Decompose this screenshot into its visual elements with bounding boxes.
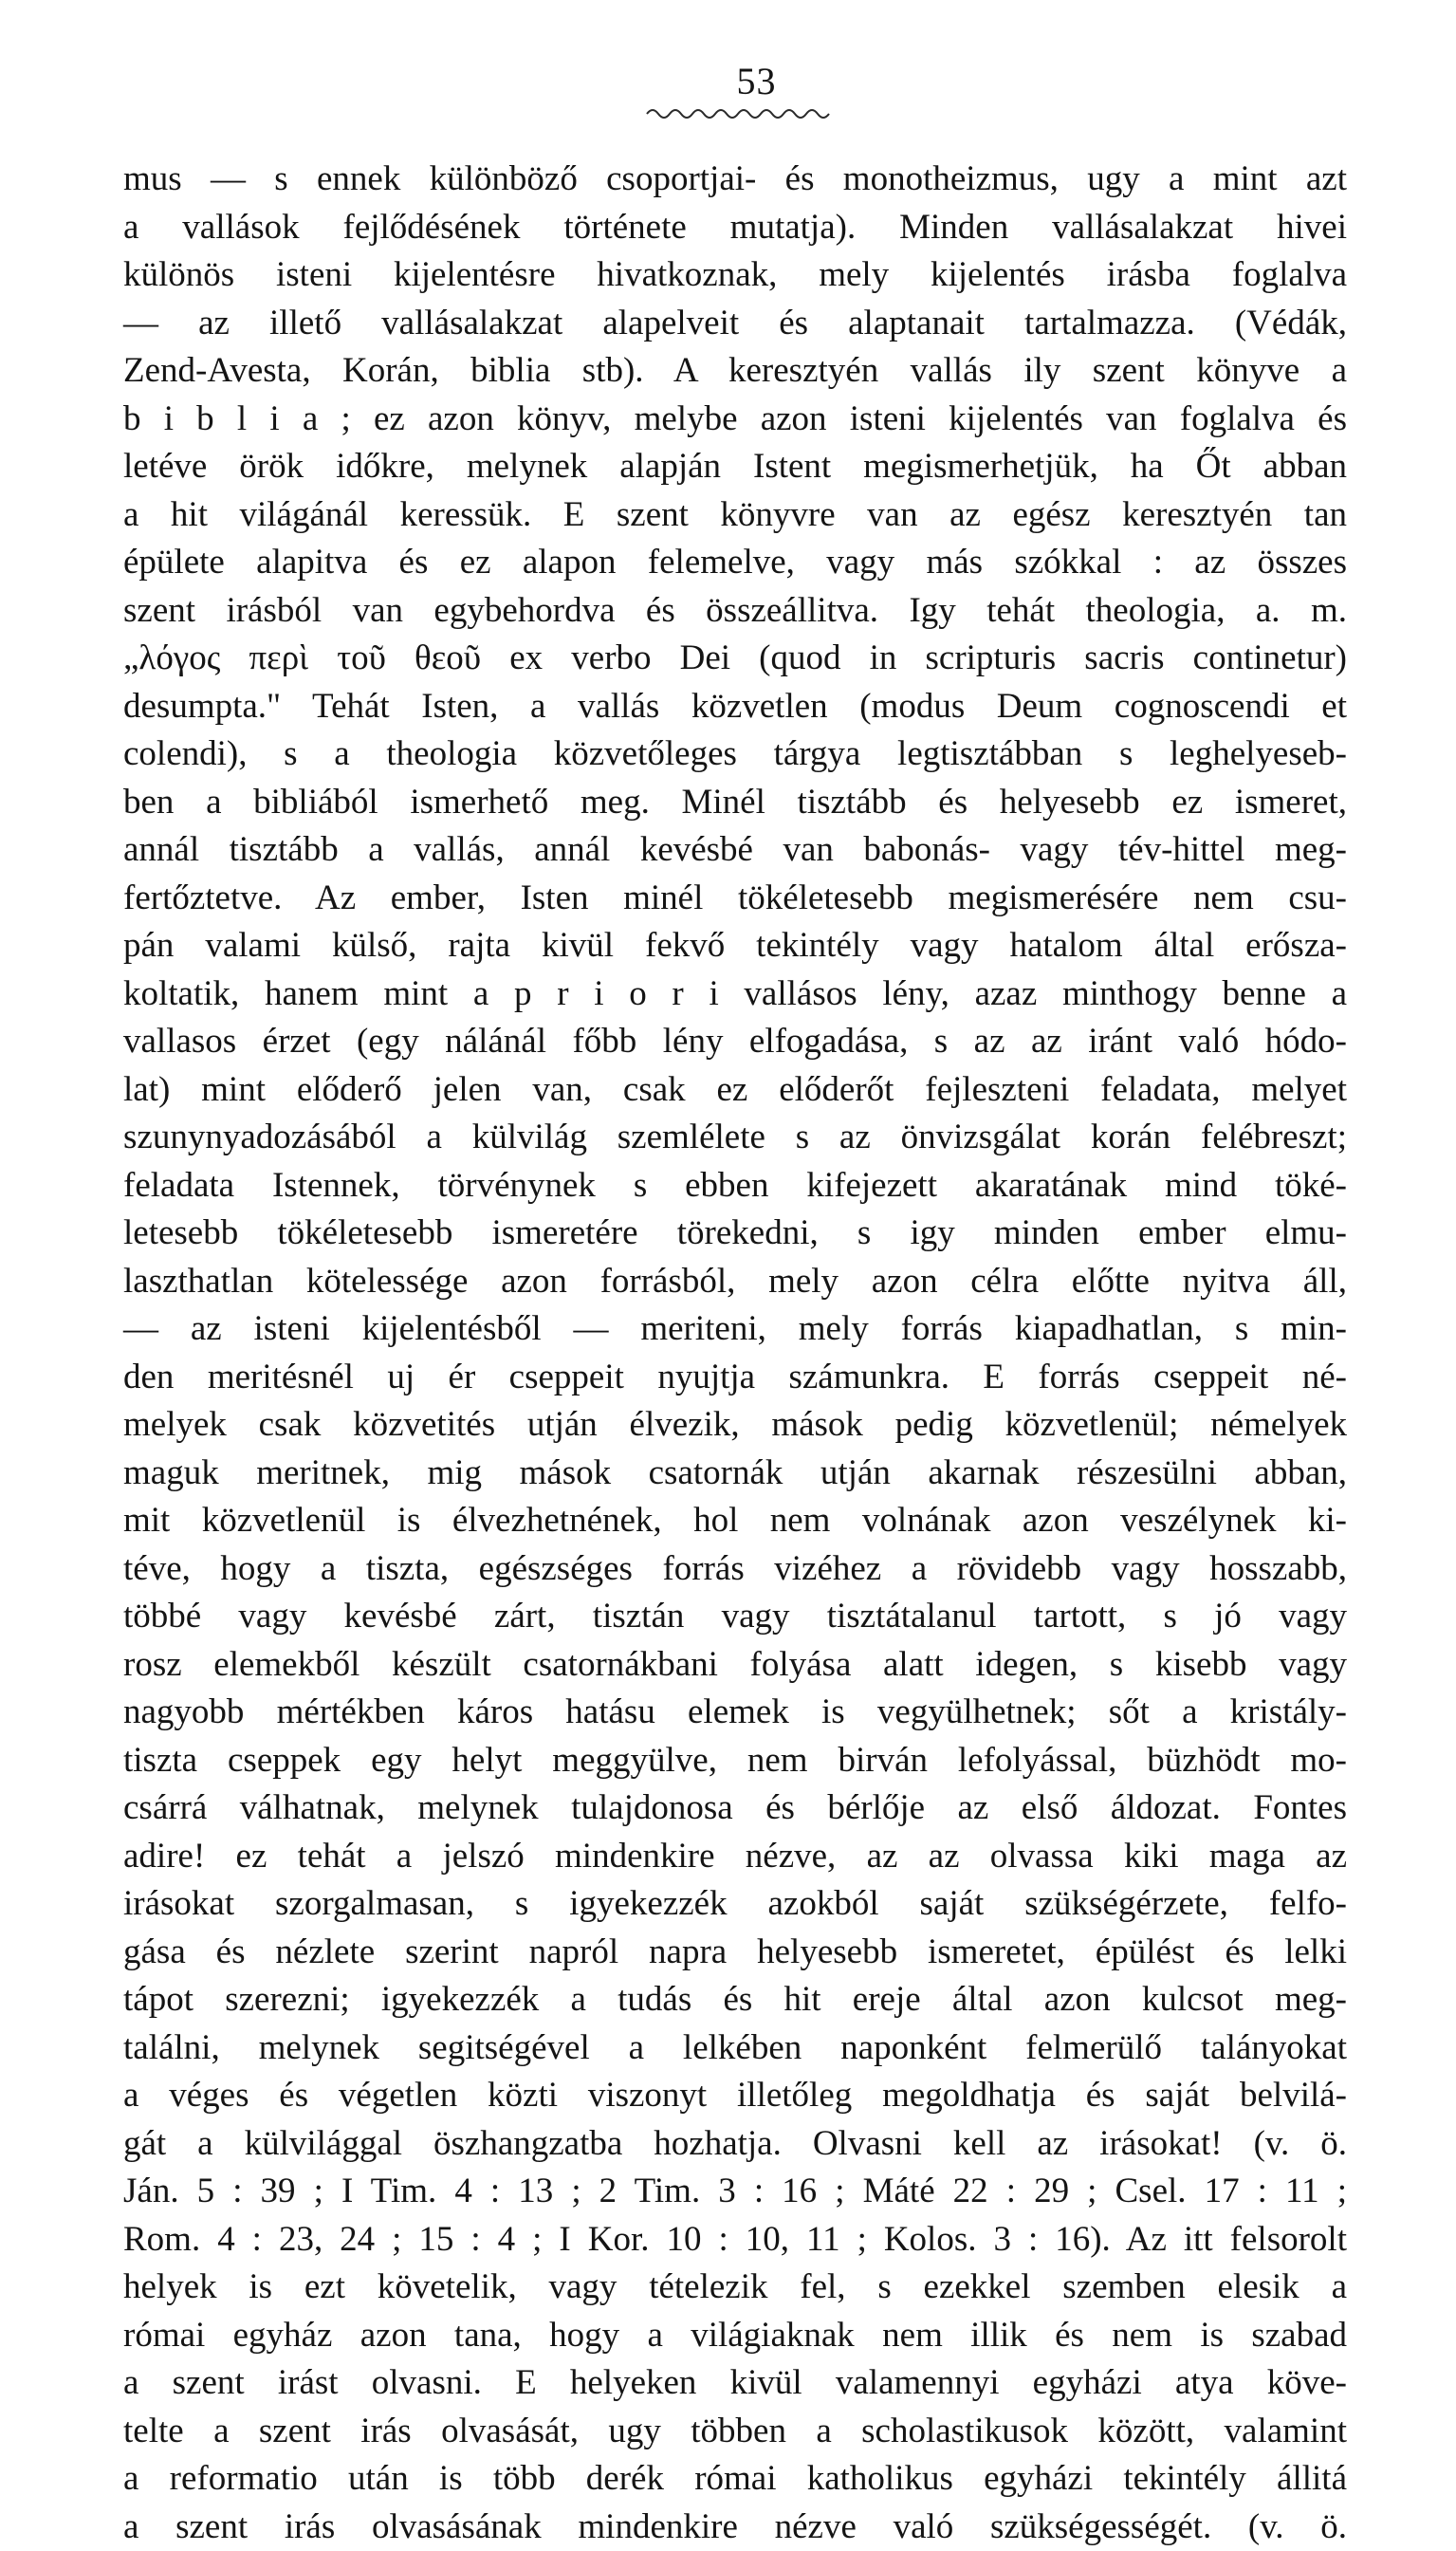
page-number: 53: [0, 59, 1456, 103]
text-line: a véges és végetlen közti viszonyt illetőleg megoldhatja és saját belvilá-: [123, 2072, 1347, 2120]
text-line: lat) mint előderő jelen van, csak ez előderőt fejleszteni feladata, melyet: [123, 1066, 1347, 1115]
text-line: Ján. 5 : 39 ; I Tim. 4 : 13 ; 2 Tim. 3 : 16 ; Máté 22 : 29 ; Csel. 17 : 11 ;: [123, 2168, 1347, 2216]
text-line: a reformatio után is több derék római katholikus egyházi tekintély állitá: [123, 2455, 1347, 2504]
text-line: koltatik, hanem mint a p r i o r i vallásos lény, azaz minthogy benne a: [123, 970, 1347, 1019]
text-line: feladata Istennek, törvénynek s ebben kifejezett akaratának mind töké-: [123, 1162, 1347, 1211]
text-line: pán valami külső, rajta kivül fekvő tekintély vagy hatalom által erősza-: [123, 922, 1347, 970]
text-line: adire! ez tehát a jelszó mindenkire nézve, az az olvassa kiki maga az: [123, 1833, 1347, 1881]
text-line: helyek is ezt követelik, vagy tételezik fel, s ezekkel szemben elesik a: [123, 2264, 1347, 2312]
text-line: — az illető vallásalakzat alapelveit és alaptanait tartalmazza. (Védák,: [123, 300, 1347, 348]
text-line: többé vagy kevésbé zárt, tisztán vagy tisztátalanul tartott, s jó vagy: [123, 1593, 1347, 1641]
text-line: b i b l i a ; ez azon könyv, melybe azon isteni kijelentés van foglalva és: [123, 396, 1347, 444]
text-line: különös isteni kijelentésre hivatkoznak, mely kijelentés irásba foglalva: [123, 251, 1347, 300]
text-line: mit közvetlenül is élvezhetnének, hol nem volnának azon veszélynek ki-: [123, 1497, 1347, 1545]
text-line: „λόγος περὶ τοῦ θεοῦ ex verbo Dei (quod in scripturis sacris continetur): [123, 635, 1347, 683]
text-line: irásokat szorgalmasan, s igyekezzék azokból saját szükségérzete, felfo-: [123, 1880, 1347, 1929]
text-line: a vallások fejlődésének története mutatja). Minden vallásalakzat hivei: [123, 204, 1347, 252]
wavy-ornament-icon: [645, 102, 835, 120]
text-line: szunynyadozásából a külvilág szemlélete s az önvizsgálat korán felébreszt;: [123, 1114, 1347, 1162]
text-line: épülete alapitva és ez alapon felemelve, vagy más szókkal : az összes: [123, 539, 1347, 587]
text-line: Rom. 4 : 23, 24 ; 15 : 4 ; I Kor. 10 : 10, 11 ; Kolos. 3 : 16). Az itt felsorolt: [123, 2216, 1347, 2264]
text-line: letéve örök időkre, melynek alapján Istent megismerhetjük, ha Őt abban: [123, 443, 1347, 491]
text-line: annál tisztább a vallás, annál kevésbé van babonás- vagy tév-hittel meg-: [123, 826, 1347, 875]
text-line: ben a bibliából ismerhető meg. Minél tisztább és helyesebb ez ismeret,: [123, 779, 1347, 827]
text-line: colendi), s a theologia közvetőleges tárgya legtisztábban s leghelyeseb-: [123, 730, 1347, 779]
text-line: maguk meritnek, mig mások csatornák utján akarnak részesülni abban,: [123, 1450, 1347, 1498]
text-line: a hit világánál keressük. E szent könyvre van az egész keresztyén tan: [123, 491, 1347, 540]
text-line: fertőztetve. Az ember, Isten minél tökéletesebb megismerésére nem csu-: [123, 875, 1347, 923]
text-line: nagyobb mértékben káros hatásu elemek is vegyülhetnek; sőt a kristály-: [123, 1689, 1347, 1737]
text-line: gát a külvilággal öszhangzatba hozhatja. Olvasni kell az irásokat! (v. ö.: [123, 2120, 1347, 2169]
text-line: tápot szerezni; igyekezzék a tudás és hit ereje által azon kulcsot meg-: [123, 1976, 1347, 2024]
body-text: [123, 156, 1347, 2551]
text-line: tiszta cseppek egy helyt meggyülve, nem birván lefolyással, büzhödt mo-: [123, 1737, 1347, 1785]
text-line: — az isteni kijelentésből — meriteni, mely forrás kiapadhatlan, s min-: [123, 1305, 1347, 1354]
text-line: a szent irást olvasni. E helyeken kivül valamennyi egyházi atya köve-: [123, 2359, 1347, 2408]
text-line: csárrá válhatnak, melynek tulajdonosa és bérlője az első áldozat. Fontes: [123, 1784, 1347, 1833]
text-line: vallasos érzet (egy nálánál főbb lény elfogadása, s az az iránt való hódo-: [123, 1018, 1347, 1066]
text-line: desumpta." Tehát Isten, a vallás közvetlen (modus Deum cognoscendi et: [123, 683, 1347, 731]
text-line: telte a szent irás olvasását, ugy többen a scholastikusok között, valamint: [123, 2408, 1347, 2456]
text-line: den meritésnél uj ér cseppeit nyujtja számunkra. E forrás cseppeit né-: [123, 1354, 1347, 1402]
text-line: letesebb tökéletesebb ismeretére törekedni, s igy minden ember elmu-: [123, 1210, 1347, 1258]
text-line: találni, melynek segitségével a lelkében naponként felmerülő talányokat: [123, 2024, 1347, 2073]
text-line: rosz elemekből készült csatornákbani folyása alatt idegen, s kisebb vagy: [123, 1641, 1347, 1690]
text-line: a szent irás olvasásának mindenkire nézve való szükségességét. (v. ö.: [123, 2504, 1347, 2551]
text-line: téve, hogy a tiszta, egészséges forrás vizéhez a rövidebb vagy hosszabb,: [123, 1545, 1347, 1594]
text-line: melyek csak közvetités utján élvezik, mások pedig közvetlenül; némelyek: [123, 1401, 1347, 1450]
text-line: mus — s ennek különböző csoportjai- és monotheizmus, ugy a mint azt: [123, 156, 1347, 204]
text-line: gása és nézlete szerint napról napra helyesebb ismeretet, épülést és lelki: [123, 1929, 1347, 1977]
text-line: szent irásból van egybehordva és összeállitva. Igy tehát theologia, a. m.: [123, 587, 1347, 636]
text-line: Zend-Avesta, Korán, biblia stb). A keresztyén vallás ily szent könyve a: [123, 347, 1347, 396]
text-line: laszthatlan kötelessége azon forrásból, mely azon célra előtte nyitva áll,: [123, 1258, 1347, 1306]
text-line: római egyház azon tana, hogy a világiaknak nem illik és nem is szabad: [123, 2312, 1347, 2360]
